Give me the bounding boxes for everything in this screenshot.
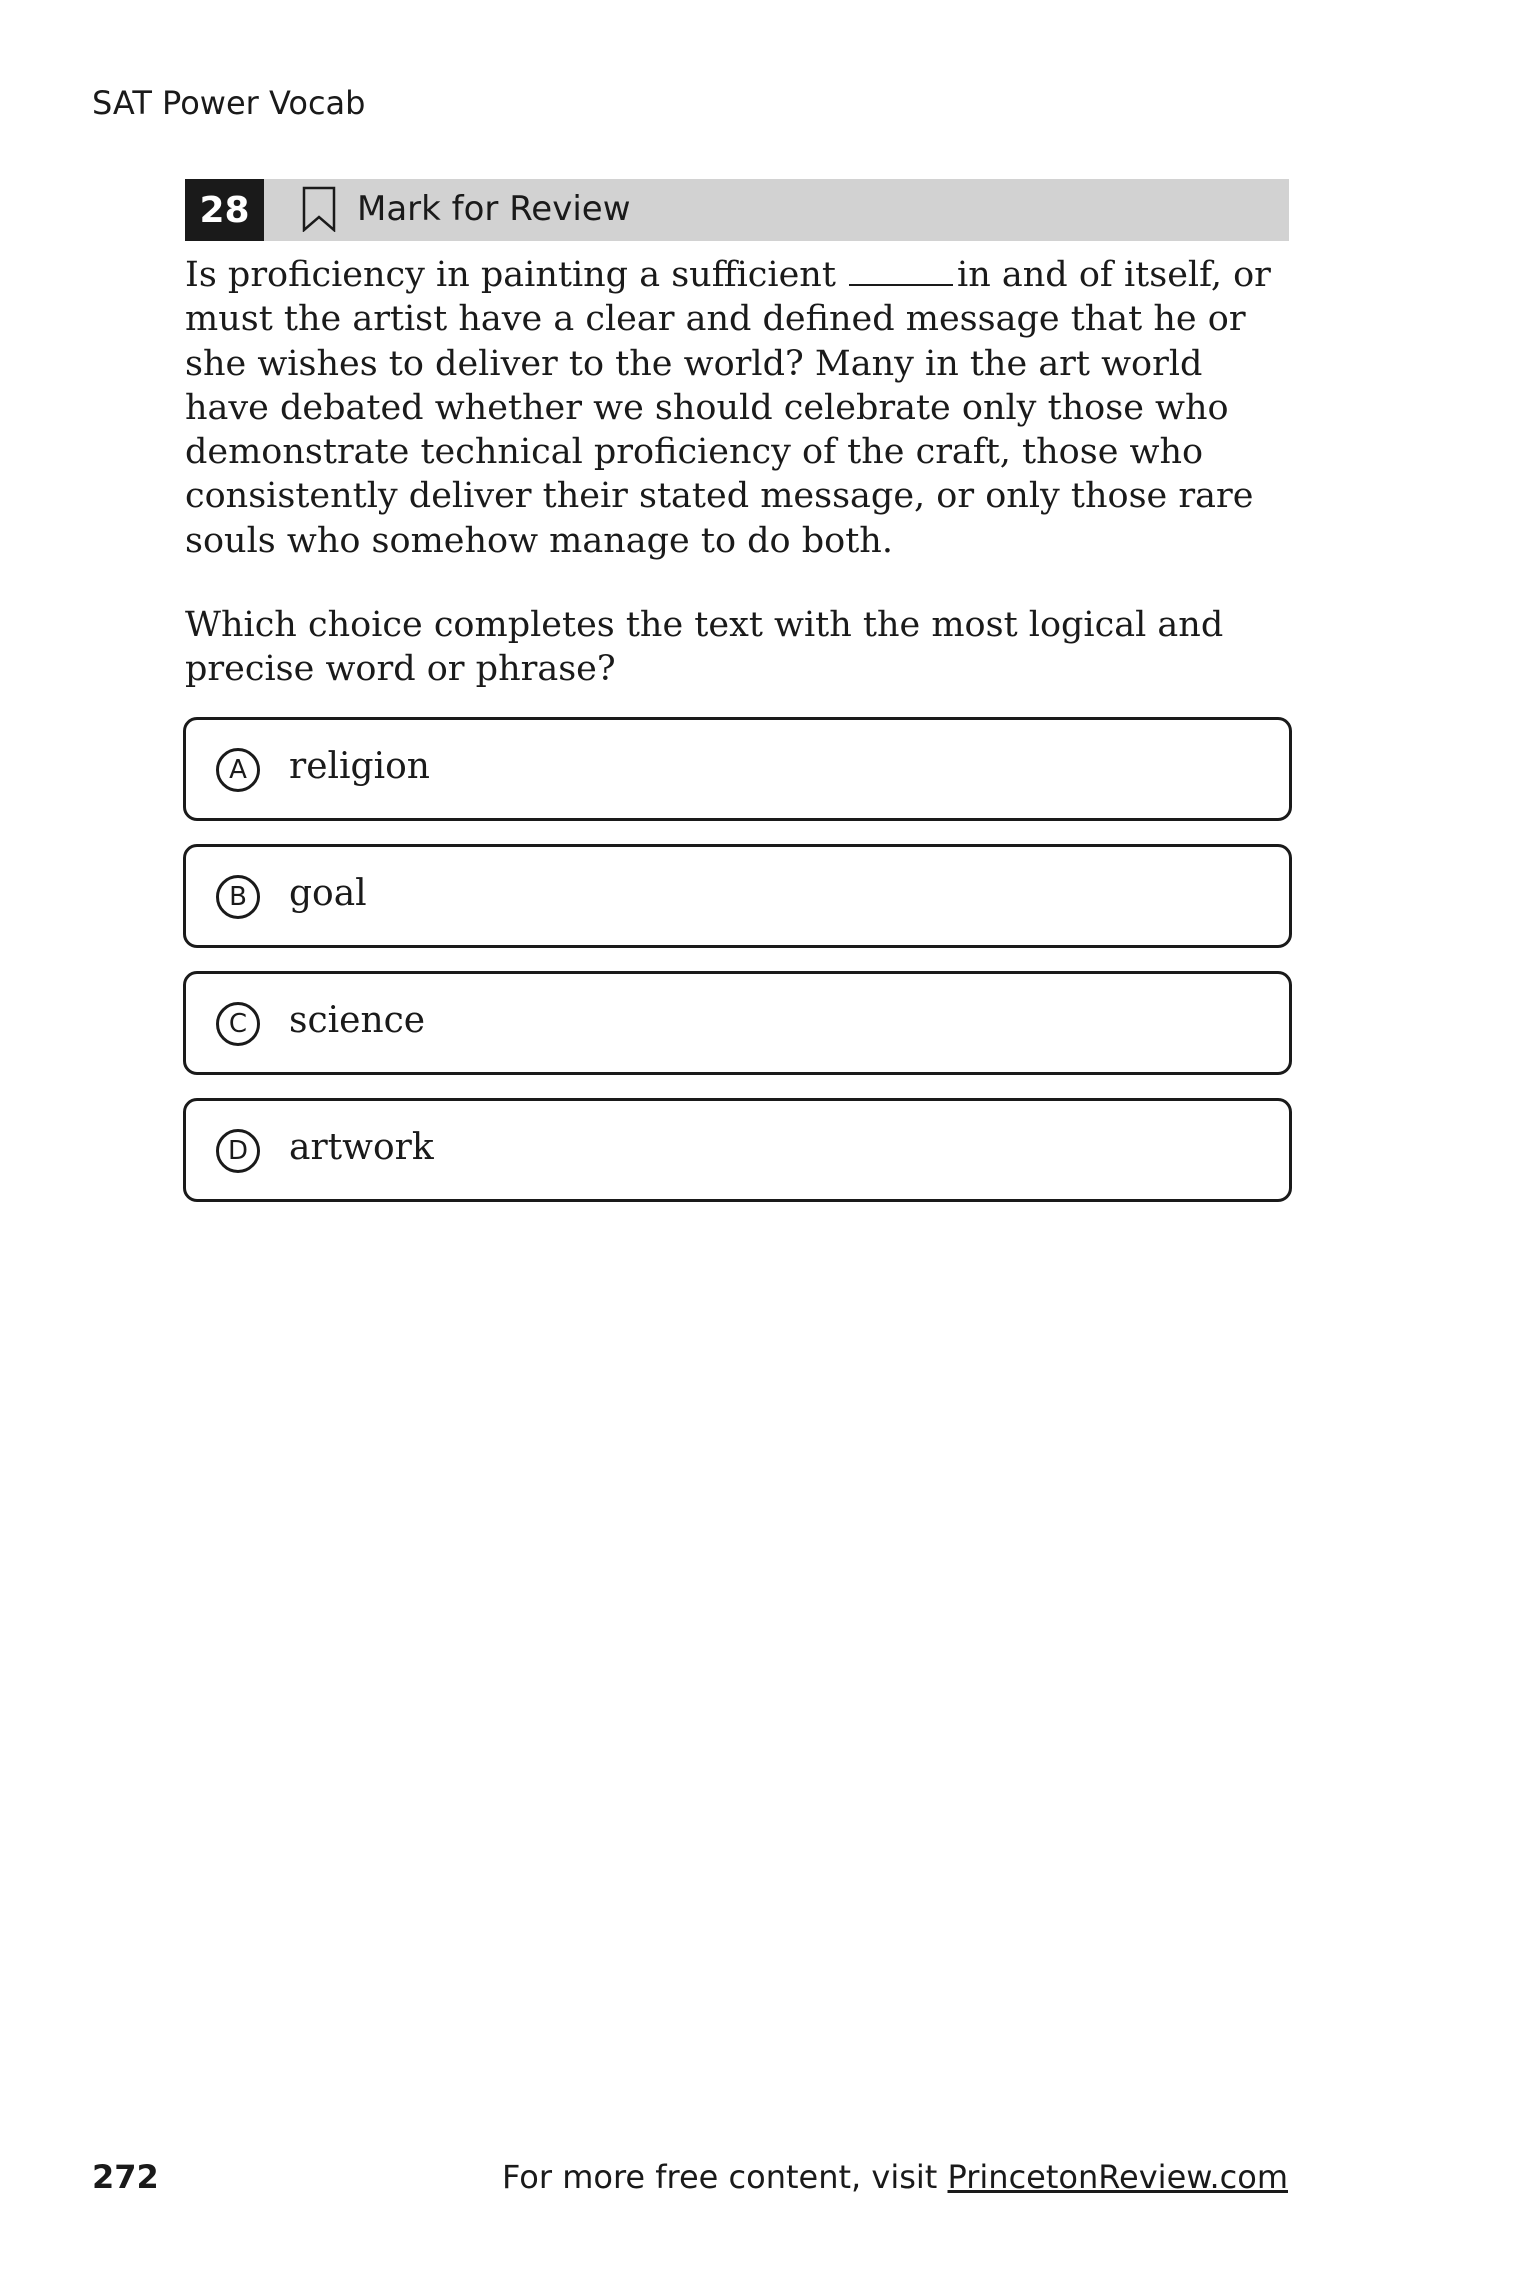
mark-for-review-label[interactable]: Mark for Review <box>357 189 631 229</box>
question-prompt: Which choice completes the text with the most logical and precise word or phrase? <box>185 605 1224 690</box>
running-head: SAT Power Vocab <box>92 84 366 122</box>
option-letter-circle: B <box>216 875 260 919</box>
page-number: 272 <box>92 2158 159 2196</box>
option-text: artwork <box>289 1127 434 1168</box>
option-text: goal <box>289 873 367 914</box>
answer-option-b[interactable] <box>183 844 1292 948</box>
passage-text <box>185 253 1295 563</box>
answer-option-c[interactable] <box>183 971 1292 1075</box>
question-number: 28 <box>185 179 264 241</box>
option-letter-circle: A <box>216 748 260 792</box>
footer-label: For more free content, visit <box>502 2158 938 2196</box>
answer-option-d[interactable] <box>183 1098 1292 1202</box>
answer-option-a[interactable] <box>183 717 1292 821</box>
princeton-review-link[interactable]: PrincetonReview.com <box>947 2158 1288 2196</box>
passage-after-blank: in and of itself, or must the artist have a clear and defined message that he or she wishes to deliver to the world? Many in the art world have debated whether we should celebrate only those who demonstrate technical proficiency of the craft, those who consistently deliver their stated message, or only those rare souls who somehow manage to do both. <box>185 255 1271 561</box>
blank <box>849 254 953 286</box>
option-letter-circle: D <box>216 1129 260 1173</box>
option-letter-circle: C <box>216 1002 260 1046</box>
question-header-bar <box>185 179 1289 241</box>
footer-text <box>502 2158 1288 2196</box>
option-text: religion <box>289 746 430 787</box>
passage-before-blank: Is proficiency in painting a sufficient <box>185 255 836 295</box>
bookmark-icon[interactable] <box>302 186 336 232</box>
option-text: science <box>289 1000 426 1041</box>
